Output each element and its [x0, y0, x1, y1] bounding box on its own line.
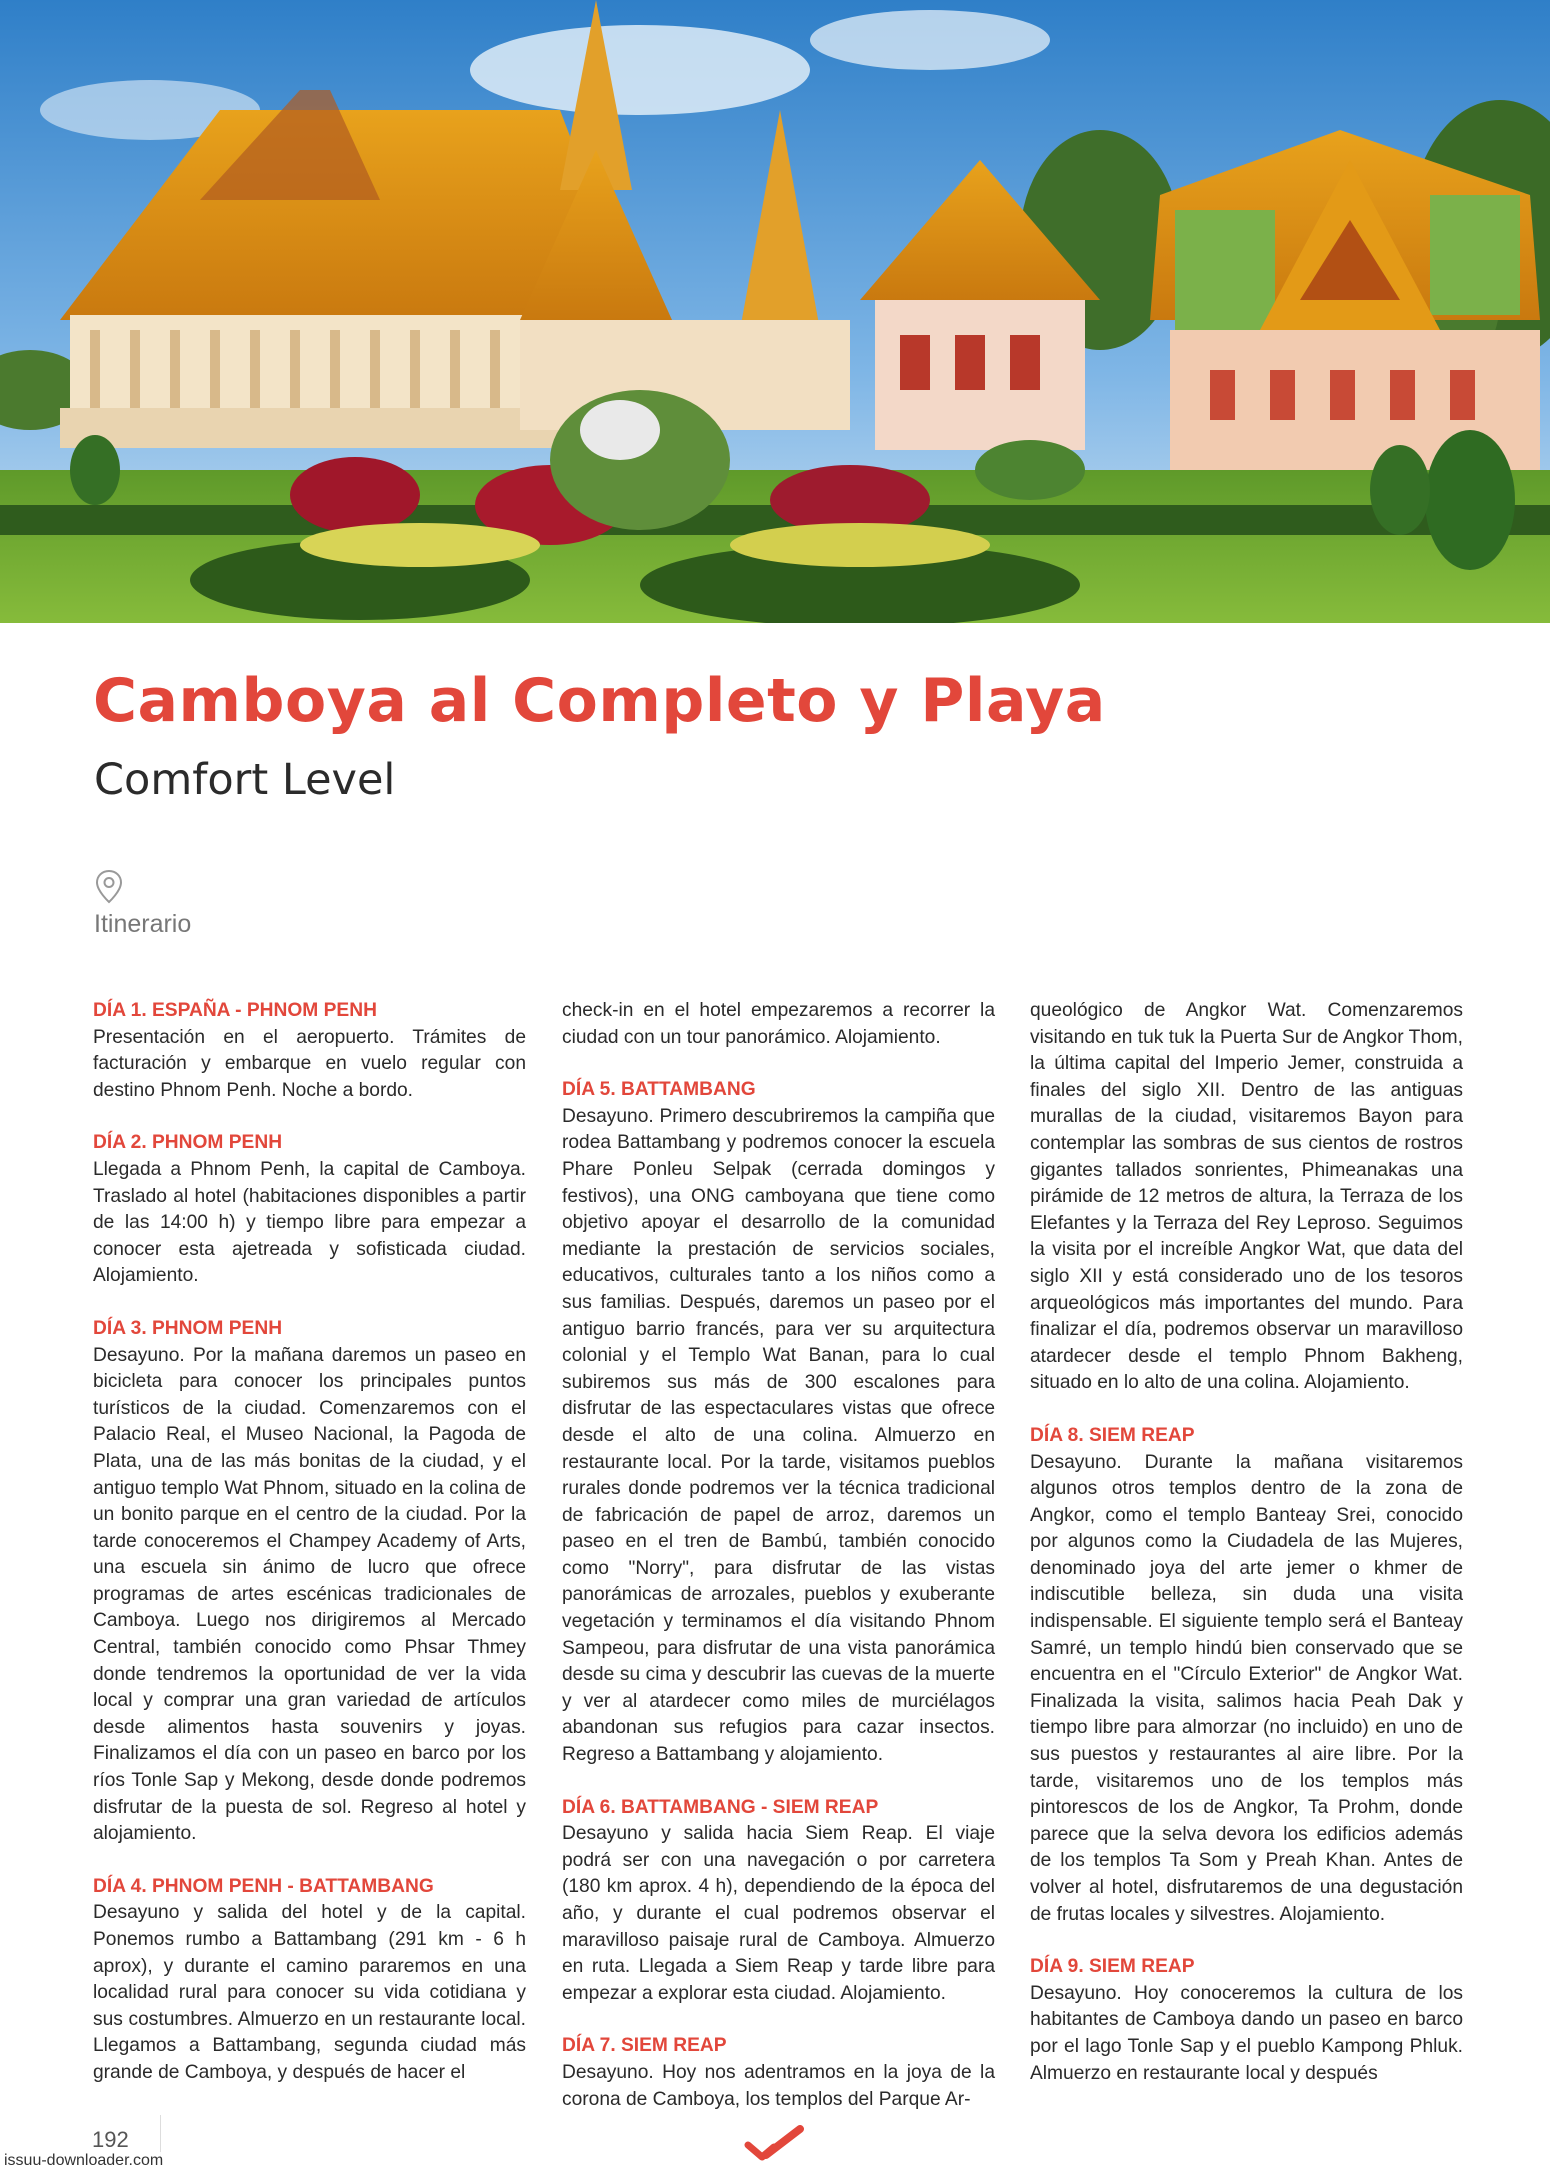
day-8-section — [1030, 1423, 1463, 1928]
hero-photo — [0, 0, 1550, 623]
day-4-section — [93, 1874, 526, 2087]
page-subtitle: Comfort Level — [94, 755, 396, 805]
day-6-text: Desayuno y salida hacia Siem Reap. El viaje podrá ser con una navegación o por carretera (180 km aprox. 4 h), dependiendo de la época del año, y durante el cual podremos observar el maravilloso paisaje rural de Camboya. Almuerzo en ruta. Llegada a Siem Reap y tarde libre para empezar a explorar esta ciudad. Alojamiento. — [562, 1823, 995, 2004]
day-3-section — [93, 1316, 526, 1848]
itinerary-column-2 — [562, 998, 995, 2139]
day-9-heading: DÍA 9. SIEM REAP — [1030, 1956, 1195, 1978]
day-7-continued-text: queológico de Angkor Wat. Comenzaremos visitando en tuk tuk la Puerta Sur de Angkor Thom, la última capital del Imperio Jemer, construida a finales del siglo XII. Dentro de las antiguas murallas de la ciudad, visitaremos Bayon para contemplar las sombras de sus cientos de rostros gigantes tallados sonrientes, Phimeanakas una pirámide de 12 metros de altura, la Terraza de los Elefantes y la Terraza del Rey Leproso. Seguimos la visita por el increíble Angkor Wat, que data del siglo XII y está considerado uno de los tesoros arqueológicos más importantes del mundo. Para finalizar el día, podremos observar un maravilloso atardecer desde el templo Phnom Bakheng, situado en lo alto de una colina. Alojamiento. — [1030, 1000, 1463, 1394]
day-5-text: Desayuno. Primero descubriremos la campiña que rodea Battambang y podremos conocer la escuela Phare Ponleu Selpak (cerrada domingos y festivos), una ONG camboyana que tiene como objetivo apoyar el desarrollo de la comunidad mediante la prestación de servicios sociales, educativos, culturales tanto a los niños como a sus familias. Después, daremos un paseo por el antiguo barrio francés, para ver su arquitectura colonial y el Templo Wat Banan, para lo cual subiremos sus más de 300 escalones para disfrutar de las espectaculares vistas que ofrece desde el alto de una colina. Almuerzo en restaurante local. Por la tarde, visitamos pueblos rurales donde podremos ver la técnica tradicional de fabricación de papel de arroz, daremos un paseo en el tren de Bambú, también conocido como "Norry", para disfrutar de las vistas panorámicas de arrozales, pueblos y exuberante vegetación y terminamos el día visitando Phnom Sampeou, para disfrutar de una vista panorámica desde su cima y descubrir las cuevas de la muerte y ver al atardecer como miles de murciélagos abandonan sus refugios para cazar insectos. Regreso a Battambang y alojamiento. — [562, 1105, 995, 1766]
day-7-text: Desayuno. Hoy nos adentramos en la joya de la corona de Camboya, los templos del Parque Ar- — [562, 2061, 995, 2110]
day-2-heading: DÍA 2. PHNOM PENH — [93, 1132, 283, 1154]
day-8-heading: DÍA 8. SIEM REAP — [1030, 1424, 1195, 1446]
itinerary-column-1 — [93, 998, 526, 2113]
day-6-section — [562, 1795, 995, 2008]
day-2-text: Llegada a Phnom Penh, la capital de Camboya. Traslado al hotel (habitaciones disponibles a partir de las 14:00 h) y tiempo libre para empezar a conocer esta ajetreada y sofisticada ciudad. Alojamiento. — [93, 1158, 526, 1287]
royal-palace-illustration — [0, 0, 1550, 623]
itinerary-label: Itinerario — [94, 910, 192, 938]
day-1-section — [93, 998, 526, 1104]
page-number: 192 — [92, 2127, 129, 2152]
day-3-heading: DÍA 3. PHNOM PENH — [93, 1317, 283, 1339]
checkmark-logo-icon — [744, 2125, 806, 2163]
day-7-continued — [1030, 998, 1463, 1397]
day-9-text: Desayuno. Hoy conoceremos la cultura de los habitantes de Camboya dando un paseo en barco por el lago Tonle Sap y el pueblo Kampong Phluk. Almuerzo en restaurante local y después — [1030, 1982, 1463, 2084]
watermark-text: issuu-downloader.com — [0, 2152, 167, 2170]
day-4-continued-text: check-in en el hotel empezaremos a recorrer la ciudad con un tour panorámico. Alojamiento. — [562, 1000, 995, 1048]
day-2-section — [93, 1130, 526, 1290]
day-4-continued — [562, 998, 995, 1051]
day-4-heading: DÍA 4. PHNOM PENH - BATTAMBANG — [93, 1875, 434, 1897]
day-9-section — [1030, 1954, 1463, 2087]
itinerary-column-3 — [1030, 998, 1463, 2113]
day-8-text: Desayuno. Durante la mañana visitaremos algunos otros templos dentro de la zona de Angkor, como el templo Banteay Srei, conocido por algunos como la Ciudadela de las Mujeres, denominado joya del arte jemer o khmer de indiscutible belleza, sin duda una visita indispensable. El siguiente templo será el Banteay Samré, un templo hindú bien conservado que se encuentra en el "Círculo Exterior" de Angkor Wat. Finalizada la visita, salimos hacia Peah Dak y tiempo libre para almorzar (no incluido) en uno de sus puestos y restaurantes al aire libre. Por la tarde, visitaremos uno de los templos más pintorescos de los de Angkor, Ta Prohm, donde parece que la selva devora los edificios además de los templos Ta Som y Preah Khan. Antes de volver al hotel, disfrutaremos de una degustación de frutas locales y silvestres. Alojamiento. — [1030, 1451, 1463, 1925]
day-4-text: Desayuno y salida del hotel y de la capital. Ponemos rumbo a Battambang (291 km - 6 h aprox), y durante el camino pararemos en una localidad rural para conocer su vida cotidiana y sus costumbres. Almuerzo en un restaurante local. Llegamos a Battambang, segunda ciudad más grande de Camboya, y después de hacer el — [93, 1902, 526, 2083]
day-7-section — [562, 2033, 995, 2113]
day-7-heading: DÍA 7. SIEM REAP — [562, 2035, 727, 2057]
page-title: Camboya al Completo y Playa — [93, 666, 1106, 736]
day-1-text: Presentación en el aeropuerto. Trámites de facturación y embarque en vuelo regular con destino Phnom Penh. Noche a bordo. — [93, 1026, 526, 1101]
location-pin-icon — [94, 869, 124, 905]
day-6-heading: DÍA 6. BATTAMBANG - SIEM REAP — [562, 1796, 879, 1818]
day-5-heading: DÍA 5. BATTAMBANG — [562, 1079, 756, 1101]
day-3-text: Desayuno. Por la mañana daremos un paseo en bicicleta para conocer los principales puntos turísticos de la ciudad. Comenzaremos con el Palacio Real, el Museo Nacional, la Pagoda de Plata, una de las más bonitas de la ciudad, y el antiguo templo Wat Phnom, situado en la colina de un bonito parque en el centro de la ciudad. Por la tarde conoceremos el Champey Academy of Arts, una escuela sin ánimo de lucro que ofrece programas de artes escénicas tradicionales de Camboya. Luego nos dirigiremos al Mercado Central, también conocido como Phsar Thmey donde tendremos la oportunidad de ver la vida local y comprar una gran variedad de artículos desde alimentos hasta souvenirs y joyas. Finalizamos el día con un paseo en barco por los ríos Tonle Sap y Mekong, desde donde podremos disfrutar de la puesta de sol. Regreso al hotel y alojamiento. — [93, 1344, 526, 1845]
day-1-heading: DÍA 1. ESPAÑA - PHNOM PENH — [93, 1000, 377, 1021]
day-5-section — [562, 1077, 995, 1768]
